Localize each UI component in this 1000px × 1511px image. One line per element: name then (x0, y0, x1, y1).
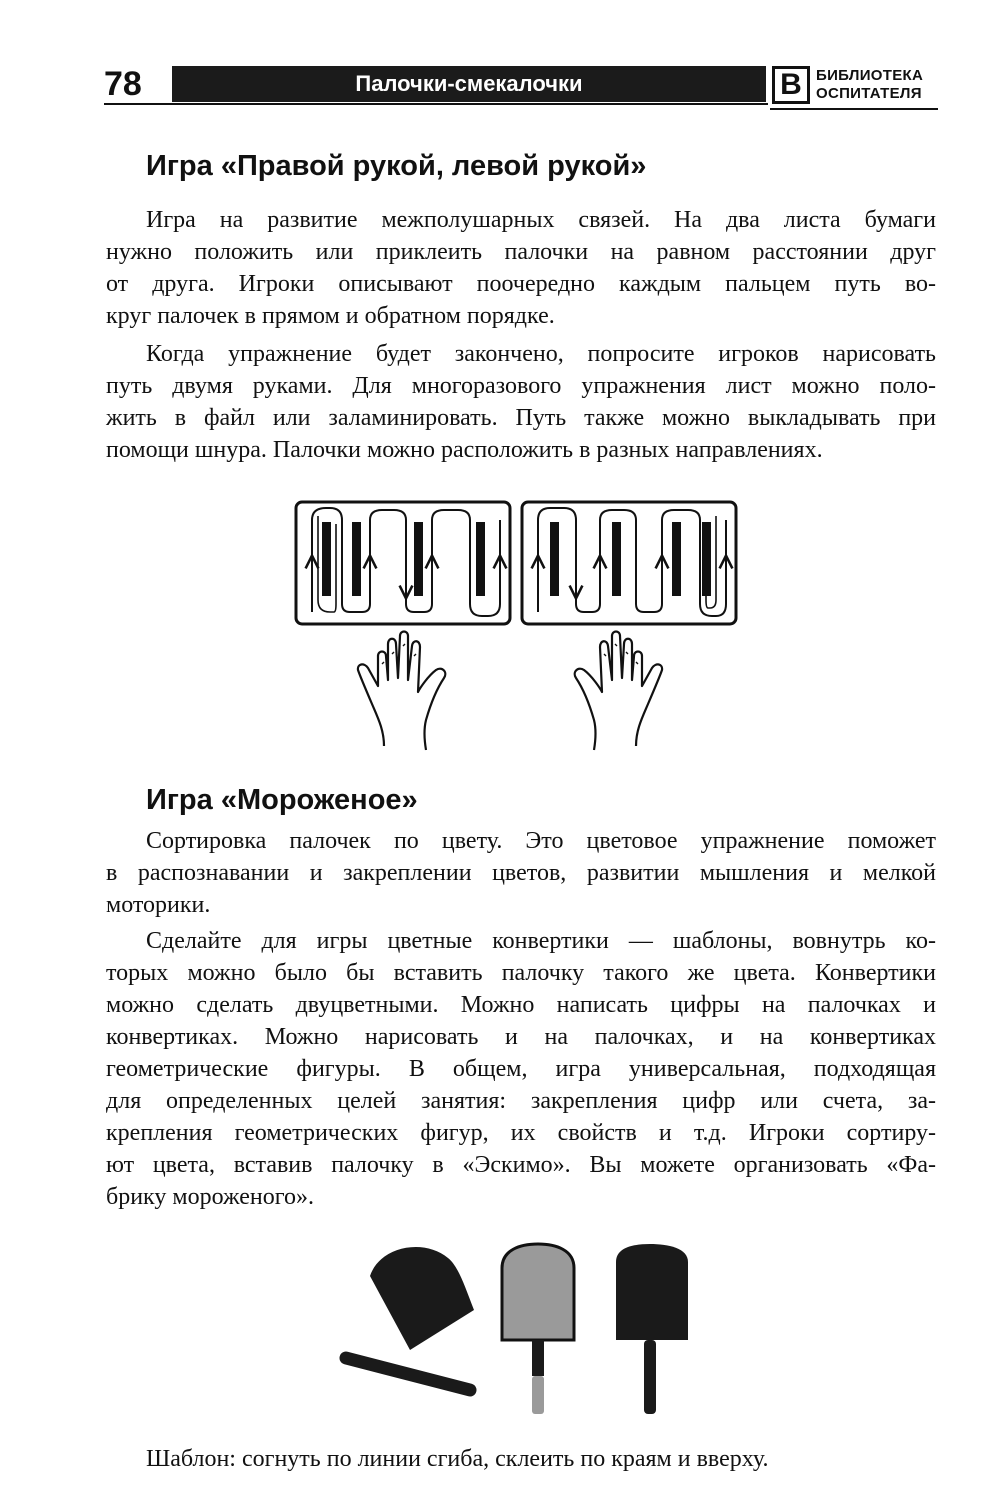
section2-paragraph-1 (106, 825, 936, 921)
stick (644, 1340, 656, 1414)
series-logo-rule (770, 108, 938, 110)
text-line: круг палочек в прямом и обратном порядке. (106, 303, 555, 329)
hand-icon (575, 632, 662, 751)
finger-path (538, 508, 726, 616)
text-line: крепления геометрических фигур, их свойств и т.д. Игроки сортиру- (106, 1120, 936, 1146)
series-logo-line-2: ОСПИТАТЕЛЯ (816, 85, 922, 102)
text-line: торых можно было бы вставить палочку такого же цвета. Конвертики (106, 960, 936, 986)
stick (352, 522, 361, 596)
text-line: можно сделать двуцветными. Можно написать цифры на палочках и (106, 992, 936, 1018)
text-line: Сделайте для игры цветные конвертики — шаблоны, вовнутрь ко- (146, 928, 936, 954)
text-line: геометрические фигуры. В общем, игра универсальная, подходящая (106, 1056, 936, 1082)
text-line: жить в файл или заламинировать. Путь также можно выкладывать при (106, 405, 936, 431)
two-hand-path-figure (290, 496, 742, 756)
stick (702, 522, 711, 596)
stick (414, 522, 423, 596)
section1-paragraph-1 (106, 204, 936, 332)
section2-paragraph-2 (106, 925, 936, 1213)
series-logo-letter: В (772, 66, 810, 104)
stick-top (532, 1340, 544, 1376)
page-number: 78 (104, 65, 142, 103)
section1-paragraph-2 (106, 338, 936, 466)
text-line: брику мороженого». (106, 1184, 314, 1210)
series-logo-line-1: БИБЛИОТЕКА (816, 67, 924, 84)
left-sheet (296, 502, 510, 624)
text-line: ют цвета, вставив палочку в «Эскимо». Вы можете организовать «Фа- (106, 1152, 936, 1178)
ice-cream-templates-figure (328, 1240, 698, 1422)
section-heading-left-right-hand: Игра «Правой рукой, левой рукой» (146, 150, 647, 182)
gray-template (502, 1244, 574, 1414)
section-heading-ice-cream: Игра «Мороженое» (146, 784, 418, 816)
text-line: Когда упражнение будет закончено, попросите игроков нарисовать (146, 341, 936, 367)
hand-outline (358, 632, 445, 751)
right-sheet (522, 502, 736, 624)
header-rule (104, 103, 768, 105)
template-shape (370, 1247, 474, 1350)
template-shape (616, 1244, 688, 1340)
loose-stick (346, 1358, 470, 1390)
stick (672, 522, 681, 596)
tilted-template (370, 1247, 474, 1350)
text-line: в распознавании и закреплении цветов, развитии мышления и мелкой (106, 860, 936, 886)
running-title: Палочки-смекалочки (172, 66, 766, 102)
finger-path (312, 508, 500, 616)
stick (612, 522, 621, 596)
hand-icon (358, 632, 445, 751)
stick (476, 522, 485, 596)
text-line: путь двумя руками. Для многоразового упражнения лист можно поло- (106, 373, 936, 399)
stick-bottom (532, 1376, 544, 1414)
dark-template (616, 1244, 688, 1414)
figure-caption: Шаблон: согнуть по линии сгиба, склеить по краям и вверху. (146, 1446, 769, 1472)
text-line: Игра на развитие межполушарных связей. На два листа бумаги (146, 207, 936, 233)
text-line: моторики. (106, 892, 211, 918)
text-line: конвертиках. Можно нарисовать и на палочках, и на конвертиках (106, 1024, 936, 1050)
series-logo (770, 62, 940, 110)
stick (322, 522, 331, 596)
text-line: нужно положить или приклеить палочки на равном расстоянии друг (106, 239, 936, 265)
template-shape (502, 1244, 574, 1340)
text-line: от друга. Игроки описывают поочередно каждым пальцем путь во- (106, 271, 936, 297)
hand-outline (575, 632, 662, 751)
text-line: помощи шнура. Палочки можно расположить в разных направлениях. (106, 437, 823, 463)
stick (550, 522, 559, 596)
text-line: Сортировка палочек по цвету. Это цветовое упражнение поможет (146, 828, 936, 854)
text-line: для определенных целей занятия: закрепления цифр или счета, за- (106, 1088, 936, 1114)
